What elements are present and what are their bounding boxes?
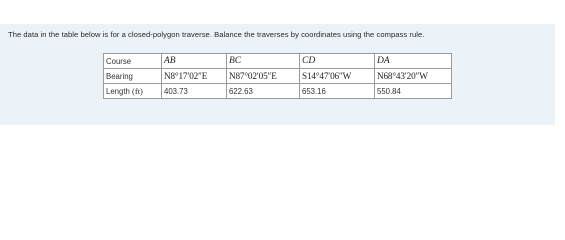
length-bc: 622.63 (227, 84, 300, 99)
question-panel (0, 24, 555, 125)
traverse-data-table (103, 53, 452, 99)
course-row (104, 54, 452, 69)
course-da: DA (375, 54, 452, 69)
course-ab: AB (162, 54, 227, 69)
length-cd: 653.16 (300, 84, 375, 99)
bearing-bc: N87°02′05″E (227, 69, 300, 84)
bearing-ab: N8°17′02″E (162, 69, 227, 84)
bearing-da: N68°43′20″W (375, 69, 452, 84)
course-cd: CD (300, 54, 375, 69)
bearing-row (104, 69, 452, 84)
length-ab: 403.73 (162, 84, 227, 99)
length-unit: (ft) (132, 86, 143, 96)
course-bc: BC (227, 54, 300, 69)
length-da: 550.84 (375, 84, 452, 99)
bearing-header: Bearing (104, 69, 162, 84)
length-header (104, 84, 162, 99)
length-row (104, 84, 452, 99)
course-header: Course (104, 54, 162, 69)
bearing-cd: S14°47′06″W (300, 69, 375, 84)
length-label: Length (106, 87, 130, 96)
question-prompt: The data in the table below is for a closed-polygon traverse. Balance the traverses by coordinates using the compass rule. (8, 30, 425, 39)
